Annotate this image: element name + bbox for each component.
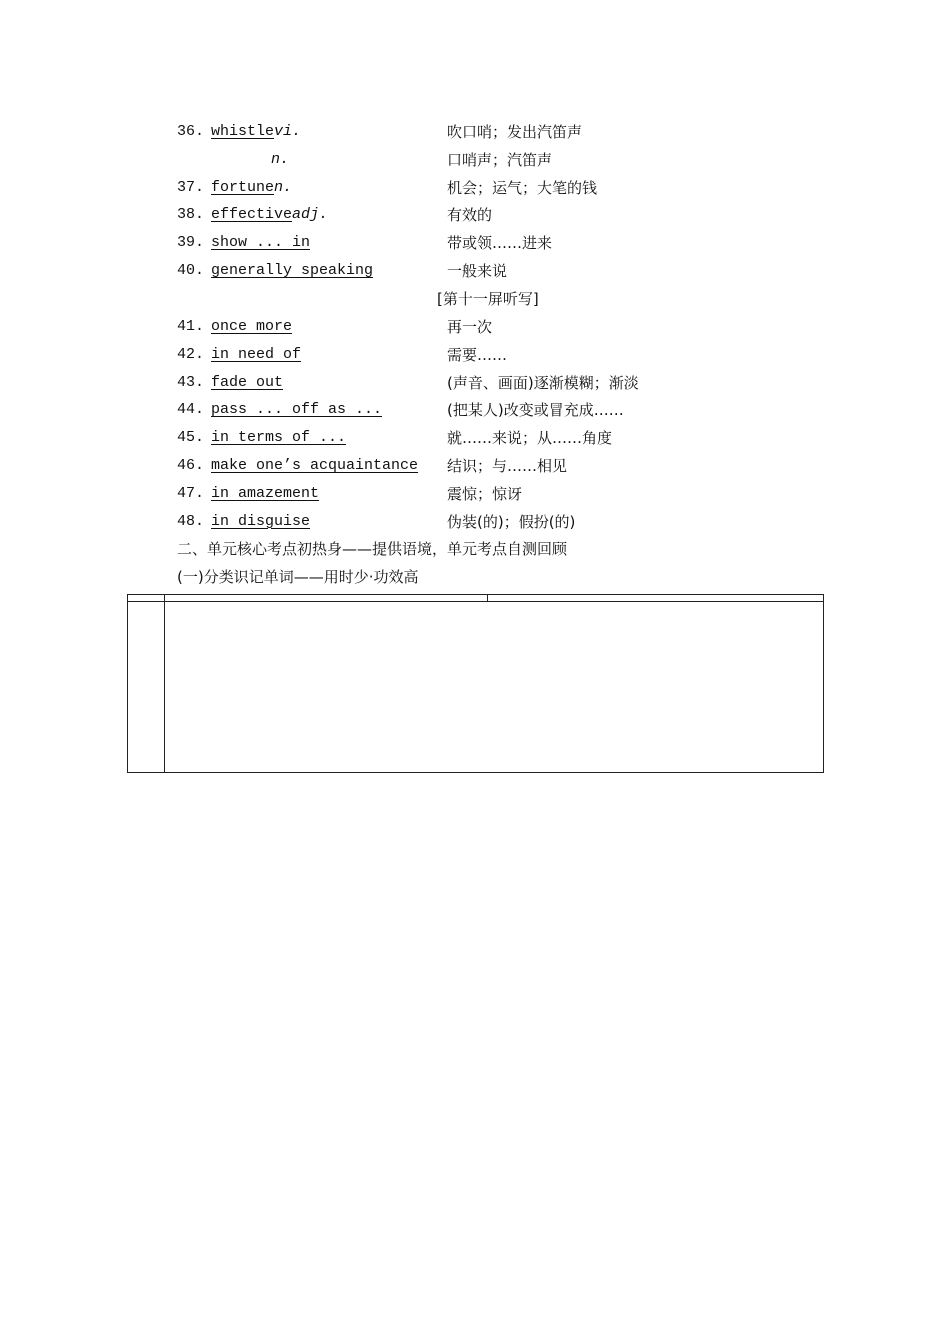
vocab-number: 43.	[177, 373, 205, 391]
vocab-word: in terms of ...	[211, 429, 347, 447]
vocab-english	[211, 316, 292, 338]
vocab-row	[177, 260, 817, 282]
subsection-heading: (一)分类识记单词——用时少·功效高	[177, 568, 419, 586]
row-label-memorize	[128, 595, 165, 602]
vocab-chinese: 再一次	[447, 318, 493, 336]
vocab-chinese: 一般来说	[447, 262, 508, 280]
vocab-row	[177, 149, 817, 171]
vocab-english	[211, 121, 301, 143]
vocab-chinese: 震惊；惊讶	[447, 484, 523, 503]
section-heading: 二、单元核心考点初热身——提供语境，单元考点自测回顾	[177, 540, 568, 558]
vocab-row	[177, 483, 817, 505]
vocab-word: fortune	[211, 178, 275, 196]
vocab-row	[177, 455, 817, 477]
vocab-word: in disguise	[211, 512, 311, 530]
vocab-word: in amazement	[211, 484, 320, 502]
vocab-number: 39.	[177, 234, 205, 252]
vocab-chinese: 需要……	[447, 345, 508, 364]
vocab-word: show ... in	[211, 234, 311, 252]
vocab-pos: n.	[271, 150, 290, 168]
vocab-table	[127, 594, 824, 773]
vocab-chinese: 结识；与……相见	[447, 457, 568, 475]
vocab-row	[177, 372, 817, 394]
vocab-number: 38.	[177, 206, 205, 224]
vocab-word: in need of	[211, 345, 302, 363]
vocab-pos: vi.	[274, 123, 302, 140]
vocab-word: pass ... off as ...	[211, 401, 383, 419]
vocab-row	[177, 399, 817, 421]
vocab-row	[177, 427, 817, 449]
vocab-number: 47.	[177, 484, 205, 502]
section-note: [第十一屏听写]	[437, 290, 539, 308]
vocab-chinese: 就……来说；从……角度	[447, 429, 613, 448]
vocab-row	[177, 316, 817, 338]
vocab-word: whistle	[211, 123, 275, 140]
vocab-chinese: (声音、画面)逐渐模糊；渐淡	[447, 373, 639, 392]
vocab-row	[177, 177, 817, 199]
vocab-number: 45.	[177, 429, 205, 447]
vocab-english	[211, 427, 346, 449]
vocab-word: generally speaking	[211, 262, 374, 279]
vocab-english	[211, 260, 373, 282]
vocab-english	[211, 511, 310, 533]
vocab-row	[177, 344, 817, 366]
exercise-cell	[165, 602, 824, 773]
vocab-number: 36.	[177, 123, 205, 140]
vocab-number: 42.	[177, 345, 205, 363]
vocab-english	[211, 149, 289, 171]
vocab-number: 41.	[177, 318, 205, 335]
vocab-english	[211, 344, 301, 366]
vocab-number: 37.	[177, 178, 205, 196]
vocab-chinese: 伪装(的)；假扮(的)	[447, 512, 576, 531]
vocab-row	[177, 232, 817, 254]
vocab-english	[211, 232, 310, 254]
vocab-number: 44.	[177, 401, 205, 419]
vocab-number: 46.	[177, 457, 205, 474]
left-column	[165, 595, 488, 602]
vocab-english	[211, 177, 292, 199]
vocab-word: make one’s acquaintance	[211, 457, 419, 474]
row-label-practice	[128, 602, 165, 773]
vocab-pos: adj.	[292, 206, 329, 224]
vocab-chinese: 带或领……进来	[447, 234, 553, 253]
right-column	[488, 595, 824, 602]
vocab-chinese: (把某人)改变或冒充成……	[447, 401, 624, 420]
vocab-english	[211, 372, 283, 394]
vocab-row	[177, 511, 817, 533]
vocab-row	[177, 121, 817, 143]
vocab-chinese: 机会；运气；大笔的钱	[447, 178, 598, 197]
vocab-word: effective	[211, 206, 293, 224]
vocab-word: once more	[211, 318, 293, 335]
vocab-number: 48.	[177, 512, 205, 530]
vocab-word: fade out	[211, 373, 284, 391]
vocab-chinese: 吹口哨；发出汽笛声	[447, 123, 583, 141]
vocab-english	[211, 204, 328, 226]
vocab-row	[177, 204, 817, 226]
vocab-english	[211, 483, 319, 505]
vocab-english	[211, 399, 382, 421]
vocab-chinese: 有效的	[447, 206, 493, 225]
vocab-number: 40.	[177, 262, 205, 279]
vocab-english	[211, 455, 418, 477]
vocab-chinese: 口哨声；汽笛声	[447, 150, 553, 169]
vocab-pos: n.	[274, 178, 293, 196]
